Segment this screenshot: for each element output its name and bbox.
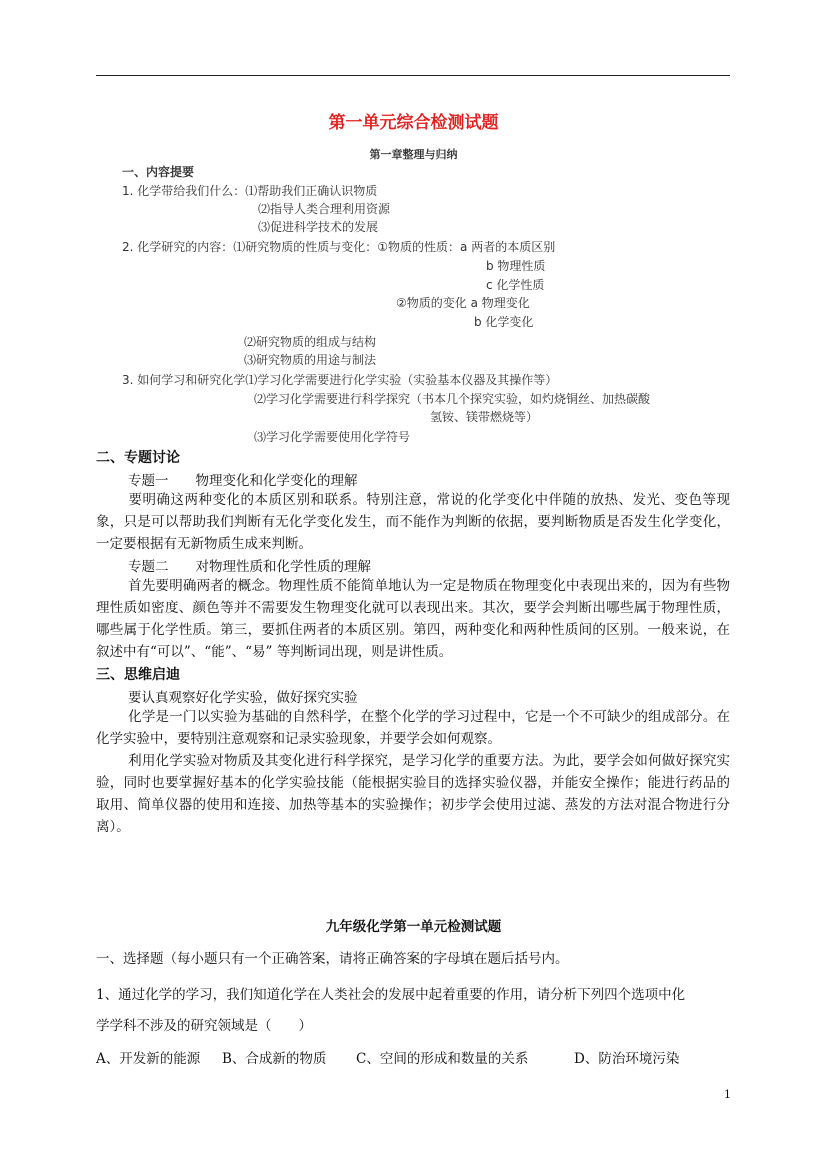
outline-heading: 一、内容提要: [122, 165, 195, 179]
paragraph-text: 利用化学实验对物质及其变化进行科学探究，是学习化学的重要方法。为此，要学会如何做好探究实验，同时也要掌握好基本的化学实验技能（能根据实验目的选择实验仪器，并能安全操作；能进行药品的取用、简单仪器的使用和连接、加热等基本的实验操作；初步学会使用过滤、蒸发的方法对混合物进行分离）。: [96, 753, 730, 835]
paragraph-text: 要明确这两种变化的本质区别和联系。特别注意，常说的化学变化中伴随的放热、发光、变色等现象，只是可以帮助我们判断有无化学变化发生，而不能作为判断的依据，要判断物质是否发生化学变化，一定要根据有无新物质生成来判断。: [96, 492, 730, 552]
question-text: 学学科不涉及的研究领域是（ ）: [96, 1018, 312, 1034]
section-heading: 二、专题讨论: [96, 450, 180, 466]
page-number: 1: [724, 1088, 731, 1101]
page-title: 第一单元综合检测试题: [328, 113, 499, 133]
outline-line: ②物质的变化 a 物理变化: [396, 296, 530, 310]
outline-line: c 化学性质: [486, 278, 545, 292]
section-heading: 三、思维启迪: [96, 667, 180, 683]
outline-line: 3. 如何学习和研究化学⑴学习化学需要进行化学实验（实验基本仪器及其操作等）: [122, 373, 558, 387]
header-rule: [96, 75, 730, 76]
outline-line: ⑵研究物质的组成与结构: [244, 335, 377, 349]
topic-title: 专题二 对物理性质和化学性质的理解: [128, 559, 371, 575]
outline-line: ⑵指导人类合理利用资源: [258, 202, 391, 216]
outline-line: ⑵学习化学需要进行科学探究（书本几个探究实验，如灼烧铜丝、加热碳酸: [254, 392, 651, 406]
outline-line: 2. 化学研究的内容：⑴研究物质的性质与变化：①物质的性质：a 两者的本质区别: [122, 240, 556, 254]
option-d: D、防治环境污染: [574, 1051, 680, 1067]
question-text: 1、通过化学的学习，我们知道化学在人类社会的发展中起着重要的作用，请分析下列四个选项中化: [96, 987, 686, 1003]
outline-line: ⑶促进科学技术的发展: [258, 220, 379, 234]
outline-line: b 化学变化: [474, 315, 534, 329]
outline-line: 氢铵、镁带燃烧等）: [430, 410, 539, 424]
paragraph: [96, 750, 730, 838]
outline-line: ⑶研究物质的用途与制法: [244, 353, 377, 367]
outline-subtitle: 第一章整理与归纳: [369, 148, 458, 161]
paragraph: [96, 489, 730, 555]
paragraph-text: 首先要明确两者的概念。物理性质不能简单地认为一定是物质在物理变化中表现出来的，因为有些物理性质如密度、颜色等并不需要发生物理变化就可以表现出来。其次，要学会判断出哪些属于物理性质，哪些属于化学性质。第三，要抓住两者的本质区别。第四，两种变化和两种性质间的区别。一般来说，在叙述中有“可以”、“能”、“易” 等判断词出现，则是讲性质。: [96, 578, 730, 660]
outline-line: ⑶学习化学需要使用化学符号: [254, 430, 411, 444]
paragraph: [96, 706, 730, 750]
option-b: B、合成新的物质: [222, 1051, 327, 1067]
text-line: 要认真观察好化学实验，做好探究实验: [128, 690, 358, 706]
test-instruction: 一、选择题（每小题只有一个正确答案，请将正确答案的字母填在题后括号内。: [96, 951, 569, 967]
option-c: C、空间的形成和数量的关系: [356, 1051, 529, 1067]
paragraph-text: 化学是一门以实验为基础的自然科学，在整个化学的学习过程中，它是一个不可缺少的组成部分。在化学实验中，要特别注意观察和记录实验现象，并要学会如何观察。: [96, 709, 730, 747]
outline-line: 1. 化学带给我们什么：⑴帮助我们正确认识物质: [122, 184, 378, 198]
paragraph: [96, 575, 730, 663]
topic-title: 专题一 物理变化和化学变化的理解: [128, 473, 358, 489]
test-title: 九年级化学第一单元检测试题: [325, 919, 502, 935]
option-a: A、开发新的能源: [96, 1051, 201, 1067]
outline-line: b 物理性质: [486, 259, 546, 273]
